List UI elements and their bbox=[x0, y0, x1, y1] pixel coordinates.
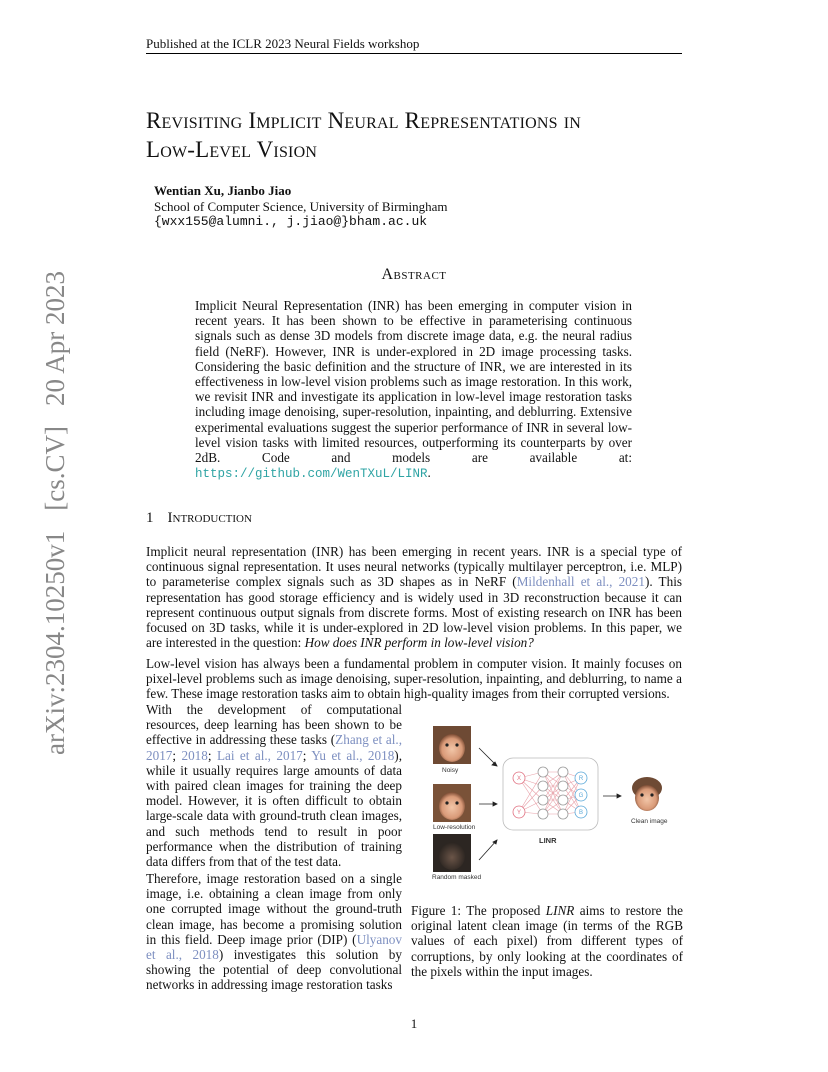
citation-mildenhall[interactable]: Mildenhall et al., 2021 bbox=[516, 574, 645, 590]
intro-p1-text-b: ). This representation has good storage efficiency and is widely used in 3D reconstruction because it can represent continuous output signals from discrete forms. Most of existing research on INR has been focused on 3D tasks, while it is under-explored in 2D low-level vision problems. In this paper, we are interested in the question: bbox=[146, 574, 682, 651]
email[interactable]: {wxx155@alumni., j.jiao@}bham.ac.uk bbox=[154, 214, 428, 229]
label-linr: LINR bbox=[539, 836, 557, 845]
abstract-body bbox=[195, 298, 632, 482]
caption-text-b: aims to restore the original latent clean image (in terms of the RGB values of each pixel) from different types of corruptions, by only looking at the coordinates of the pixels within the input images. bbox=[411, 903, 683, 979]
caption-text-a: Figure 1: The proposed bbox=[411, 903, 546, 918]
label-noisy: Noisy bbox=[442, 767, 459, 774]
caption-model-name: LINR bbox=[545, 903, 575, 918]
output-arrow bbox=[603, 794, 621, 798]
separator: ; bbox=[302, 747, 312, 763]
label-random-masked: Random masked bbox=[432, 874, 482, 881]
figure-1-caption bbox=[411, 903, 683, 979]
label-low-resolution: Low-resolution bbox=[433, 824, 476, 831]
page-number: 1 bbox=[410, 1016, 418, 1031]
input-arrows bbox=[479, 748, 497, 860]
citation-lai[interactable]: Lai et al., 2017 bbox=[216, 747, 303, 763]
title-line-1: Revisiting Implicit Neural Representations in bbox=[146, 108, 581, 133]
noisy-image bbox=[433, 726, 471, 764]
clean-image bbox=[628, 776, 666, 814]
arxiv-date: 20 Apr 2023 bbox=[40, 271, 70, 407]
node-r: R bbox=[578, 776, 584, 782]
paper-title bbox=[146, 106, 581, 164]
column-paragraph-2 bbox=[146, 871, 402, 993]
abstract-text: Implicit Neural Representation (INR) has been emerging in computer vision in recent years. It has been shown to be effective in parameterising continuous signals such as dense 3D models from discrete image data, e.g. the neural radius field (NeRF). However, INR is under-explored in 2D image processing tasks. Considering the basic definition and the structure of INR, we are interested in its effectiveness in low-level vision problems such as image restoration. In this work, we revisit INR and investigate its application in low-level image restoration tasks including image denoising, super-resolution, inpainting, and deblurring. Extensive experimental evaluations suggest the superior performance of INR in several low-level vision tasks with limited resources, outperforming its counterparts by over 2dB. Code and models are available at: bbox=[195, 298, 632, 466]
abstract-end: . bbox=[427, 465, 431, 481]
label-clean-image: Clean image bbox=[631, 818, 668, 825]
arxiv-stamp bbox=[40, 251, 71, 755]
intro-p1-text-a: Implicit neural representation (INR) has been emerging in recent years. INR is a special type of continuous signal representation. It uses neural networks (typically multilayer perceptron, i.e. MLP) to parameterise complex signals such as 3D shapes as in NeRF ( bbox=[146, 544, 682, 590]
figure-1-diagram bbox=[425, 720, 683, 888]
node-b: B bbox=[578, 810, 584, 816]
affiliation: School of Computer Science, University of Birmingham bbox=[154, 199, 448, 214]
col-p1-text-a: With the development of computational resources, deep learning has been shown to be effective in addressing these tasks ( bbox=[146, 702, 402, 748]
abstract-heading: Abstract bbox=[381, 266, 447, 283]
section-heading bbox=[146, 510, 252, 527]
research-question: How does INR perform in low-level vision? bbox=[304, 635, 534, 651]
intro-paragraph-1 bbox=[146, 544, 682, 650]
column-paragraph-1 bbox=[146, 702, 402, 869]
col-p1-text-b: ), while it usually requires large amounts of data with paired clean images for training the deep model. However, it is often difficult to obtain large-scale data with ground-truth clean images, and such methods tend to result in poor performance when the distribution of training data differs from that of the test data. bbox=[146, 747, 402, 870]
arxiv-category: [cs.CV] bbox=[40, 426, 70, 511]
citation-ulyanov[interactable]: Ulyanov et al., 2018 bbox=[146, 931, 402, 963]
title-line-2: Low-Level Vision bbox=[146, 137, 318, 162]
intro-paragraph-2: Low-level vision has always been a fundamental problem in computer vision. It mainly focuses on pixel-level problems such as image denoising, super-resolution, inpainting, and deblurring, to name a few. These image restoration tasks aim to obtain high-quality images from their corrupted versions. bbox=[146, 656, 682, 702]
arxiv-id[interactable]: arXiv:2304.10250v1 bbox=[40, 530, 70, 755]
authors: Wentian Xu, Jianbo Jiao bbox=[154, 183, 292, 198]
col-p2-text-b: ) investigates this solution by showing the potential of deep convolutional networks in addressing image restoration tasks bbox=[146, 947, 402, 993]
low-resolution-image bbox=[433, 784, 471, 822]
running-header: Published at the ICLR 2023 Neural Fields workshop bbox=[146, 36, 420, 51]
separator: ; bbox=[207, 747, 217, 763]
node-x: X bbox=[516, 776, 522, 782]
section-title: Introduction bbox=[167, 510, 252, 526]
random-masked-image bbox=[433, 834, 471, 872]
node-g: G bbox=[578, 793, 584, 799]
figure-1 bbox=[425, 720, 683, 888]
node-y: Y bbox=[516, 810, 522, 816]
separator: ; bbox=[172, 747, 182, 763]
col-p2-text-a: Therefore, image restoration based on a single image, i.e. obtaining a clean image from only one corrupted image without the ground-truth clean image, has become a promising solution in this field. Deep image prior (DIP) ( bbox=[146, 871, 402, 947]
section-number: 1 bbox=[146, 510, 154, 526]
citation-zhang-2018[interactable]: 2018 bbox=[181, 747, 208, 763]
citation-yu[interactable]: Yu et al., 2018 bbox=[311, 747, 395, 763]
header-rule bbox=[146, 53, 682, 54]
code-link[interactable]: https://github.com/WenTXuL/LINR bbox=[195, 467, 428, 482]
citation-zhang-2017[interactable]: Zhang et al., 2017 bbox=[146, 732, 402, 763]
